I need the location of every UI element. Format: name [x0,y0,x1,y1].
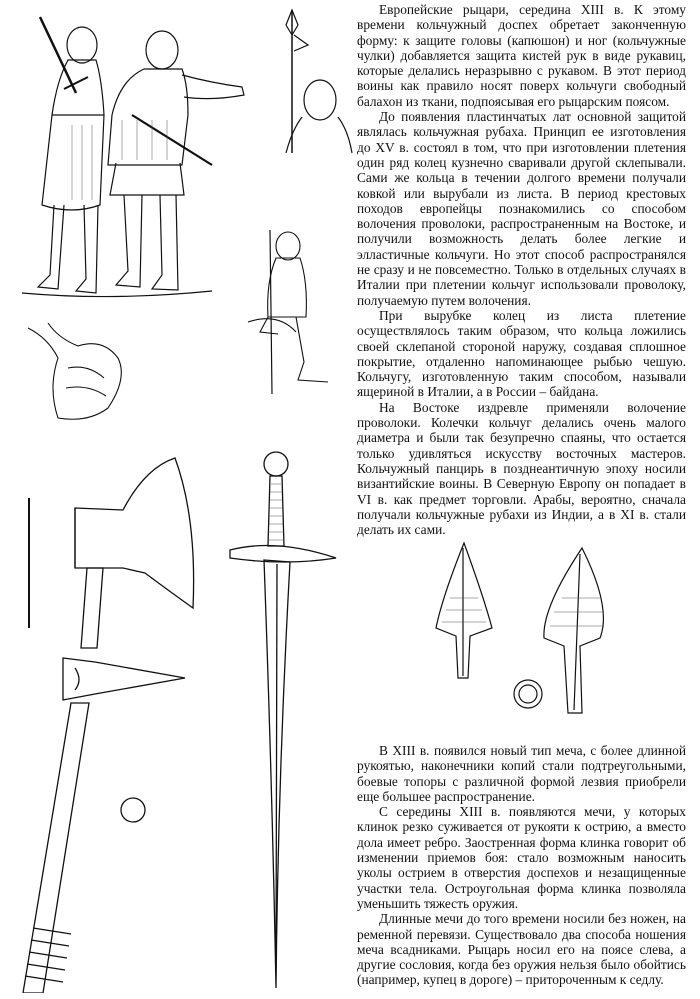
knights-illustration [12,5,272,305]
text-column-bottom [357,743,686,988]
sword-illustration [226,448,344,993]
archer-illustration [238,222,338,397]
paragraph: Европейские рыцари, середина XIII в. К этому времени кольчужный доспех обретает законченную форму: к защите головы (капюшон) и ног (кольчужные чулки) добавляется защита кистей рук в виде рукавиц, которые делались неразрывно с рукавом. В этот период воины как правило носят поверх кольчуги свободный балахон из ткани, подпоясывая его рыцарским поясом. [357,2,686,109]
paragraph: В XIII в. появился новый тип меча, с более длинной рукоятью, наконечники копий стали подтреугольными, боевые топоры с различной формой лезвия приобрели еще большее распространение. [357,743,686,804]
spearheads-illustration [432,538,622,718]
axe-illustration [15,448,215,993]
paragraph: Длинные мечи до того времени носили без ножен, на ременной перевязи. Существовало два способа ношения меча всадниками. Рыцарь носил его на поясе слева, а другие сословия, когда без оружия нельзя было обойтись (например, купец в дороге) – притороченным к седлу. [357,911,686,988]
paragraph: До появления пластинчатых лат основной защитой являлась кольчужная рубаха. Принцип ее изготовления до XV в. состоял в том, что при изготовлении плетения один ряд колец кузнечно сваривали другой склепывали. Сами же кольца в течении долгого времени получали ковкой или вырубали из листа. В период крестовых походов европейцы познакомились со способом волочения проволоки, распространенным на Востоке, и получили возможность делать более легкие и элластичные кольчуги. Но этот способ распространялся не сразу и не повсеместно. Только в отдельных случаях в Италии при плетении кольчуг использовали проволоку, получаемую путем волочения. [357,109,686,308]
paragraph: На Востоке издревле применяли волочение проволоки. Колечки кольчуг делались очень малого диаметра и были так безупречно спаяны, что остается только удивляться искусству восточных мастеров. Кольчужный панцирь в позднеантичную эпоху носили византийские воины. В Северную Европу он попадает в VI в. как предмет торговли. Арабы, вероятно, сначала получали кольчужные рубахи из Индии, а в XI в. стали делать их сами. [357,399,686,538]
bust-illustration [272,5,354,155]
paragraph: При вырубке колец из листа плетение осуществлялось таким образом, что кольца ложились своей склепаной стороной наружу, создавая сплошное покрытие, отдаленно напоминающее рыбью чешую. Кольчугу, изготовленную таким способом, называли ящериной в Италии, а в России – байдана. [357,307,686,400]
paragraph: С середины XIII в. появляются мечи, у которых клинок резко суживается от рукояти к острию, а вместо дола имеет ребро. Заостренная форма клинка говорит об изменении приемов боя: стало возможным наносить уколы острием в отверстия доспехов и незащищенные участки тела. Остроугольная форма клинка позволяла уменьшить тяжесть оружия. [357,804,686,911]
text-column-top [357,2,686,537]
mail-mitten-illustration [18,318,130,428]
